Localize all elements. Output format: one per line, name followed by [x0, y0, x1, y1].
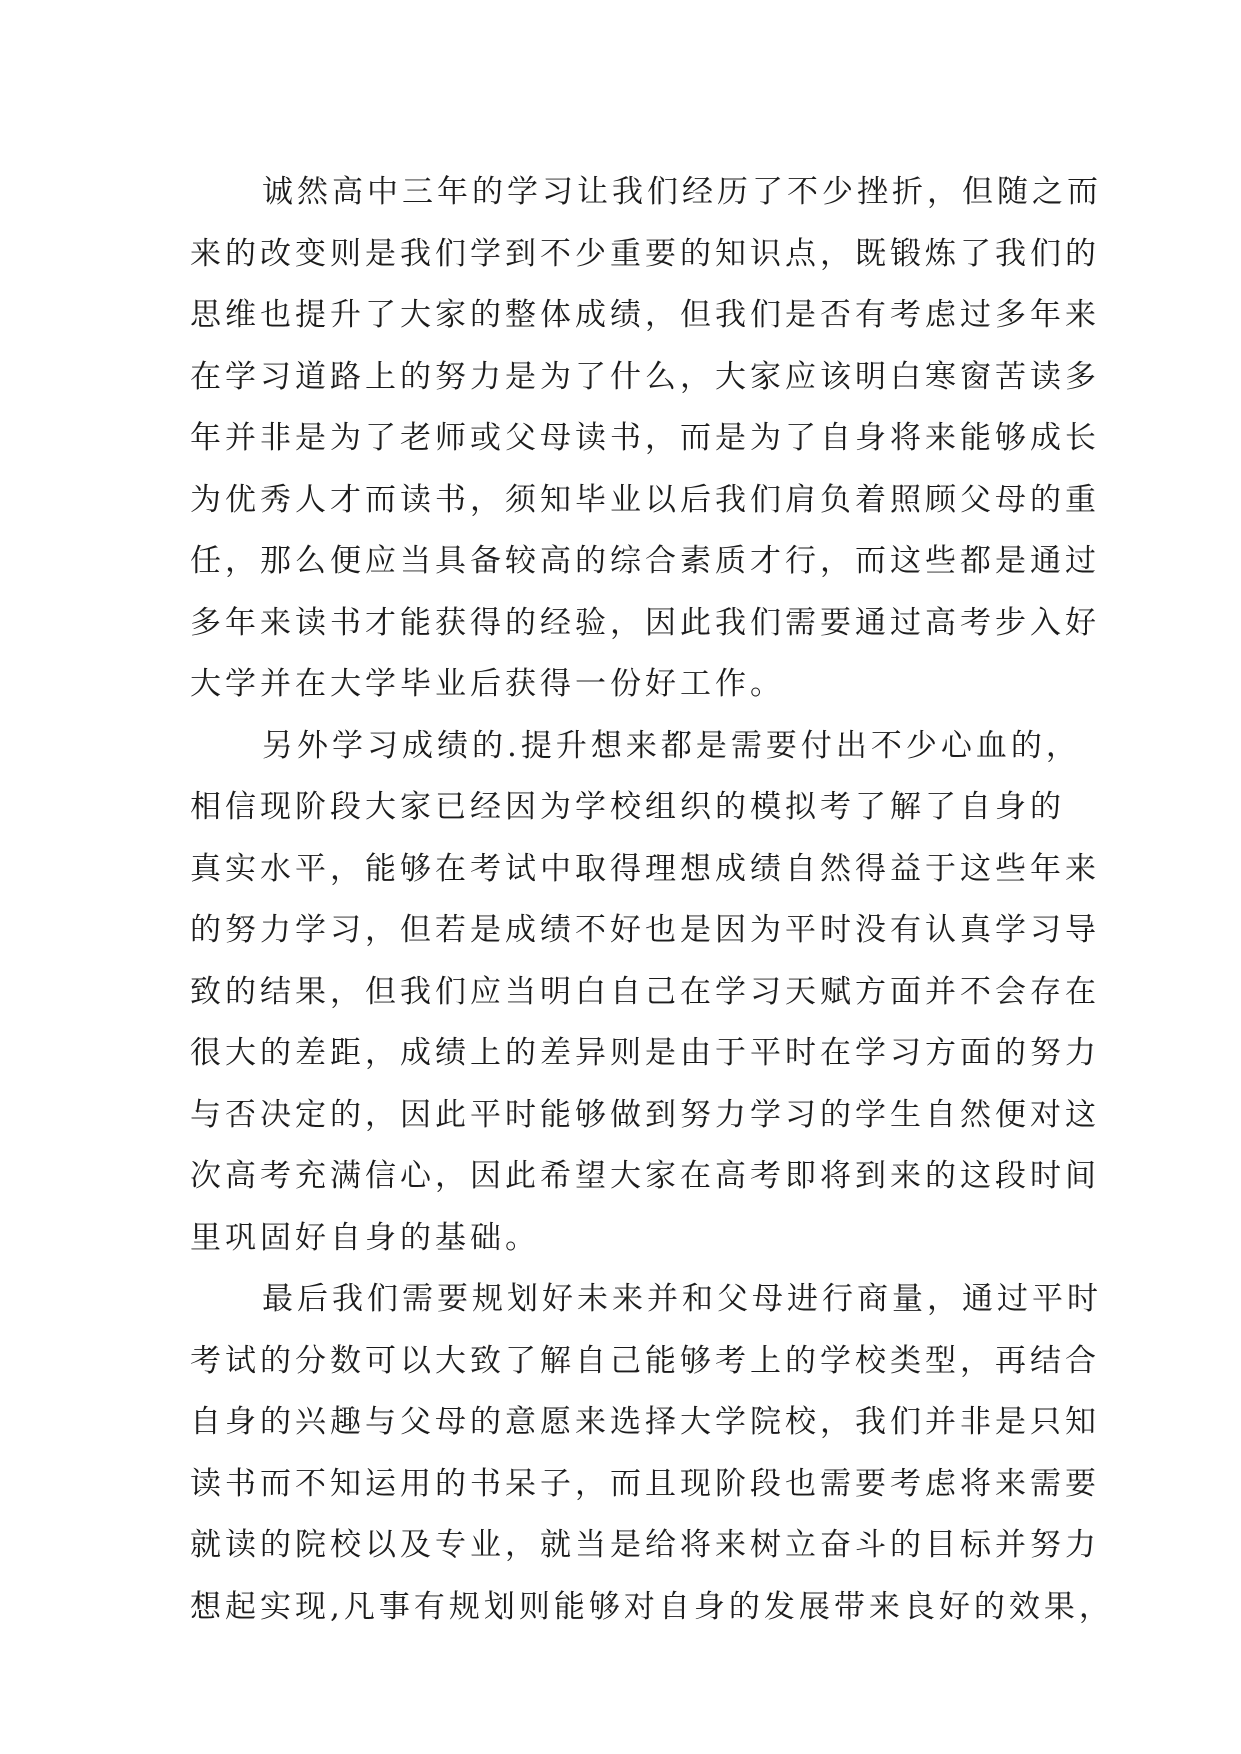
paragraph-line: 的努力学习，但若是成绩不好也是因为平时没有认真学习导 [190, 912, 1100, 948]
paragraph-line: 诚然高中三年的学习让我们经历了不少挫折，但随之而 [262, 174, 1102, 210]
document-body [190, 162, 1114, 1638]
paragraph-line: 读书而不知运用的书呆子，而且现阶段也需要考虑将来需要 [190, 1465, 1100, 1502]
paragraph-line: 想起实现,凡事有规划则能够对自身的发展带来良好的效果， [190, 1588, 1114, 1625]
paragraph-line: 在学习道路上的努力是为了什么，大家应该明白寒窗苦读多 [190, 358, 1100, 395]
paragraph-3 [190, 1269, 1114, 1638]
paragraph-line: 最后我们需要规划好未来并和父母进行商量，通过平时 [262, 1281, 1102, 1317]
paragraph-line: 为优秀人才而读书，须知毕业以后我们肩负着照顾父母的重 [190, 481, 1100, 518]
paragraph-1 [190, 162, 1102, 716]
paragraph-line: 另外学习成绩的.提升想来都是需要付出不少心血的， [262, 727, 1081, 764]
paragraph-line: 大学并在大学毕业后获得一份好工作。 [190, 666, 785, 702]
paragraph-2 [190, 716, 1100, 1270]
paragraph-line: 来的改变则是我们学到不少重要的知识点，既锻炼了我们的 [190, 235, 1100, 272]
paragraph-line: 次高考充满信心，因此希望大家在高考即将到来的这段时间 [190, 1158, 1100, 1194]
paragraph-line: 自身的兴趣与父母的意愿来选择大学院校，我们并非是只知 [190, 1404, 1100, 1440]
paragraph-line: 里巩固好自身的基础。 [190, 1219, 540, 1256]
paragraph-line: 任，那么便应当具备较高的综合素质才行，而这些都是通过 [190, 543, 1100, 579]
paragraph-line: 与否决定的，因此平时能够做到努力学习的学生自然便对这 [190, 1096, 1100, 1133]
paragraph-line: 多年来读书才能获得的经验，因此我们需要通过高考步入好 [190, 604, 1100, 641]
paragraph-line: 年并非是为了老师或父母读书，而是为了自身将来能够成长 [190, 420, 1100, 456]
paragraph-line: 真实水平，能够在考试中取得理想成绩自然得益于这些年来 [190, 850, 1100, 887]
paragraph-line: 相信现阶段大家已经因为学校组织的模拟考了解了自身的 [190, 789, 1065, 825]
paragraph-line: 很大的差距，成绩上的差异则是由于平时在学习方面的努力 [190, 1035, 1100, 1071]
paragraph-line: 考试的分数可以大致了解自己能够考上的学校类型，再结合 [190, 1342, 1100, 1379]
paragraph-line: 思维也提升了大家的整体成绩，但我们是否有考虑过多年来 [190, 297, 1100, 333]
paragraph-line: 就读的院校以及专业，就当是给将来树立奋斗的目标并努力 [190, 1527, 1100, 1563]
paragraph-line: 致的结果，但我们应当明白自己在学习天赋方面并不会存在 [190, 973, 1100, 1010]
